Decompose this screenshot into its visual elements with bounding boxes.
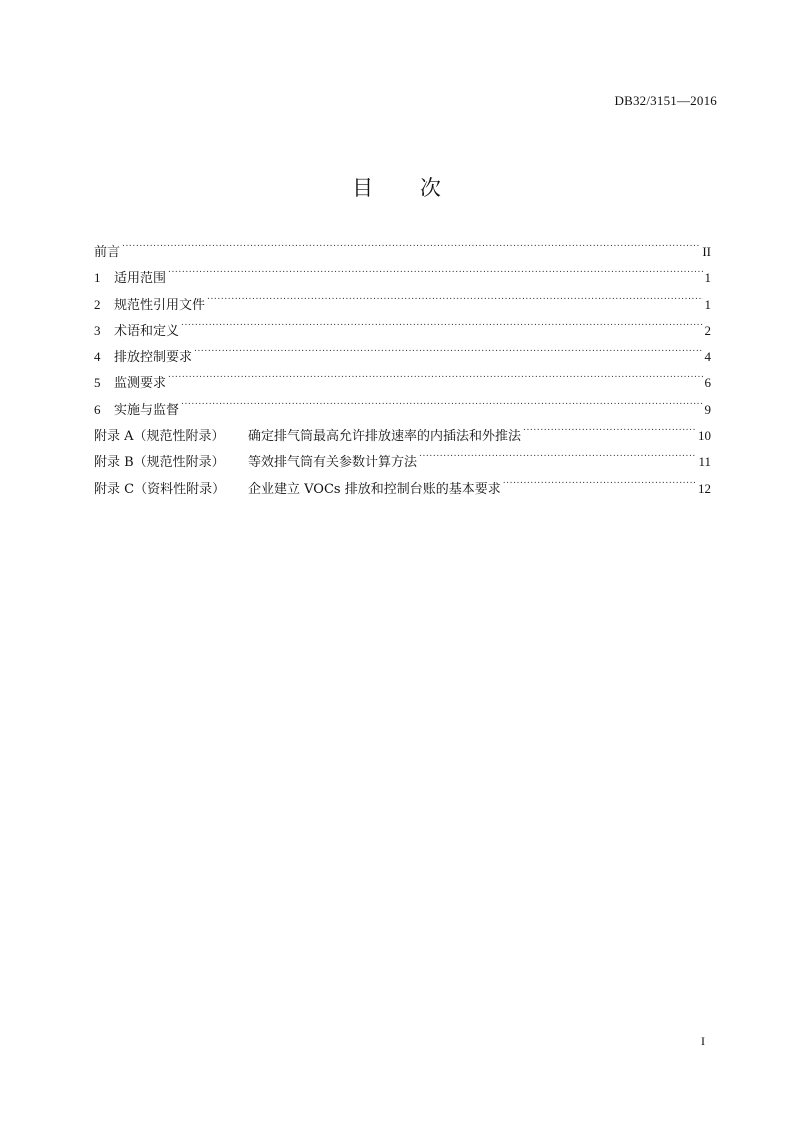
toc-entry-label: 术语和定义 [114,323,180,339]
toc-leader-dots [168,367,702,387]
toc-entry-label: 确定排气筒最高允许排放速率的内插法和外推法 [248,429,522,445]
toc-entry-page: 6 [704,375,711,391]
toc-entry-number: 4 [94,349,101,365]
toc-leader-dots [168,262,702,282]
toc-leader-dots [523,420,696,440]
toc-entry-number: 2 [94,296,101,312]
toc-leader-dots [503,473,696,493]
toc-entry-1[interactable] [94,262,711,288]
toc-entry-appendix-a[interactable] [94,420,711,446]
toc-entry-5[interactable] [94,367,711,393]
toc-entry-number: 1 [94,270,101,286]
toc-entry-6[interactable] [94,394,711,420]
toc-entry-label: 监测要求 [114,376,167,392]
appendix-tag: 附录 A（规范性附录） [94,429,225,445]
toc-entry-page: 9 [704,401,711,417]
toc-entry-label: 规范性引用文件 [114,297,206,313]
toc-entry-label: 排放控制要求 [114,350,193,366]
toc-entry-4[interactable] [94,341,711,367]
toc-entry-page: 4 [704,349,711,365]
toc-entry-number: 5 [94,375,101,391]
toc-entry-page: 1 [704,270,711,286]
toc-entry-number: 3 [94,322,101,338]
toc-leader-dots [194,341,702,361]
toc-entry-label: 实施与监督 [114,402,180,418]
toc-entry-label: 企业建立 VOCs 排放和控制台账的基本要求 [248,481,501,497]
toc-entry-label: 适用范围 [114,271,167,287]
appendix-tag: 附录 B（规范性附录） [94,455,225,471]
toc-entry-page: 10 [698,428,711,444]
toc-entry-appendix-c[interactable] [94,473,711,499]
toc-leader-dots [181,315,702,335]
table-of-contents [94,236,711,499]
toc-leader-dots [122,236,700,256]
standard-code: DB32/3151—2016 [614,93,717,108]
toc-entry-page: 1 [704,296,711,312]
appendix-tag: 附录 C（资料性附录） [94,481,226,497]
toc-entry-number: 6 [94,401,101,417]
toc-entry-2[interactable] [94,289,711,315]
toc-entry-3[interactable] [94,315,711,341]
toc-entry-page: 12 [698,480,711,496]
toc-leader-dots [207,289,702,309]
toc-entry-label: 前言 [94,245,121,260]
page-number: I [701,1034,705,1048]
toc-entry-page: II [702,244,711,259]
toc-entry-page: 2 [704,322,711,338]
toc-entry-label: 等效排气筒有关参数计算方法 [248,455,418,471]
toc-entry-appendix-b[interactable] [94,446,711,472]
toc-entry-page: 11 [698,454,711,470]
toc-entry-foreword[interactable] [94,236,711,262]
page-title: 目 次 [352,176,461,200]
toc-leader-dots [181,394,702,414]
toc-leader-dots [419,446,696,466]
